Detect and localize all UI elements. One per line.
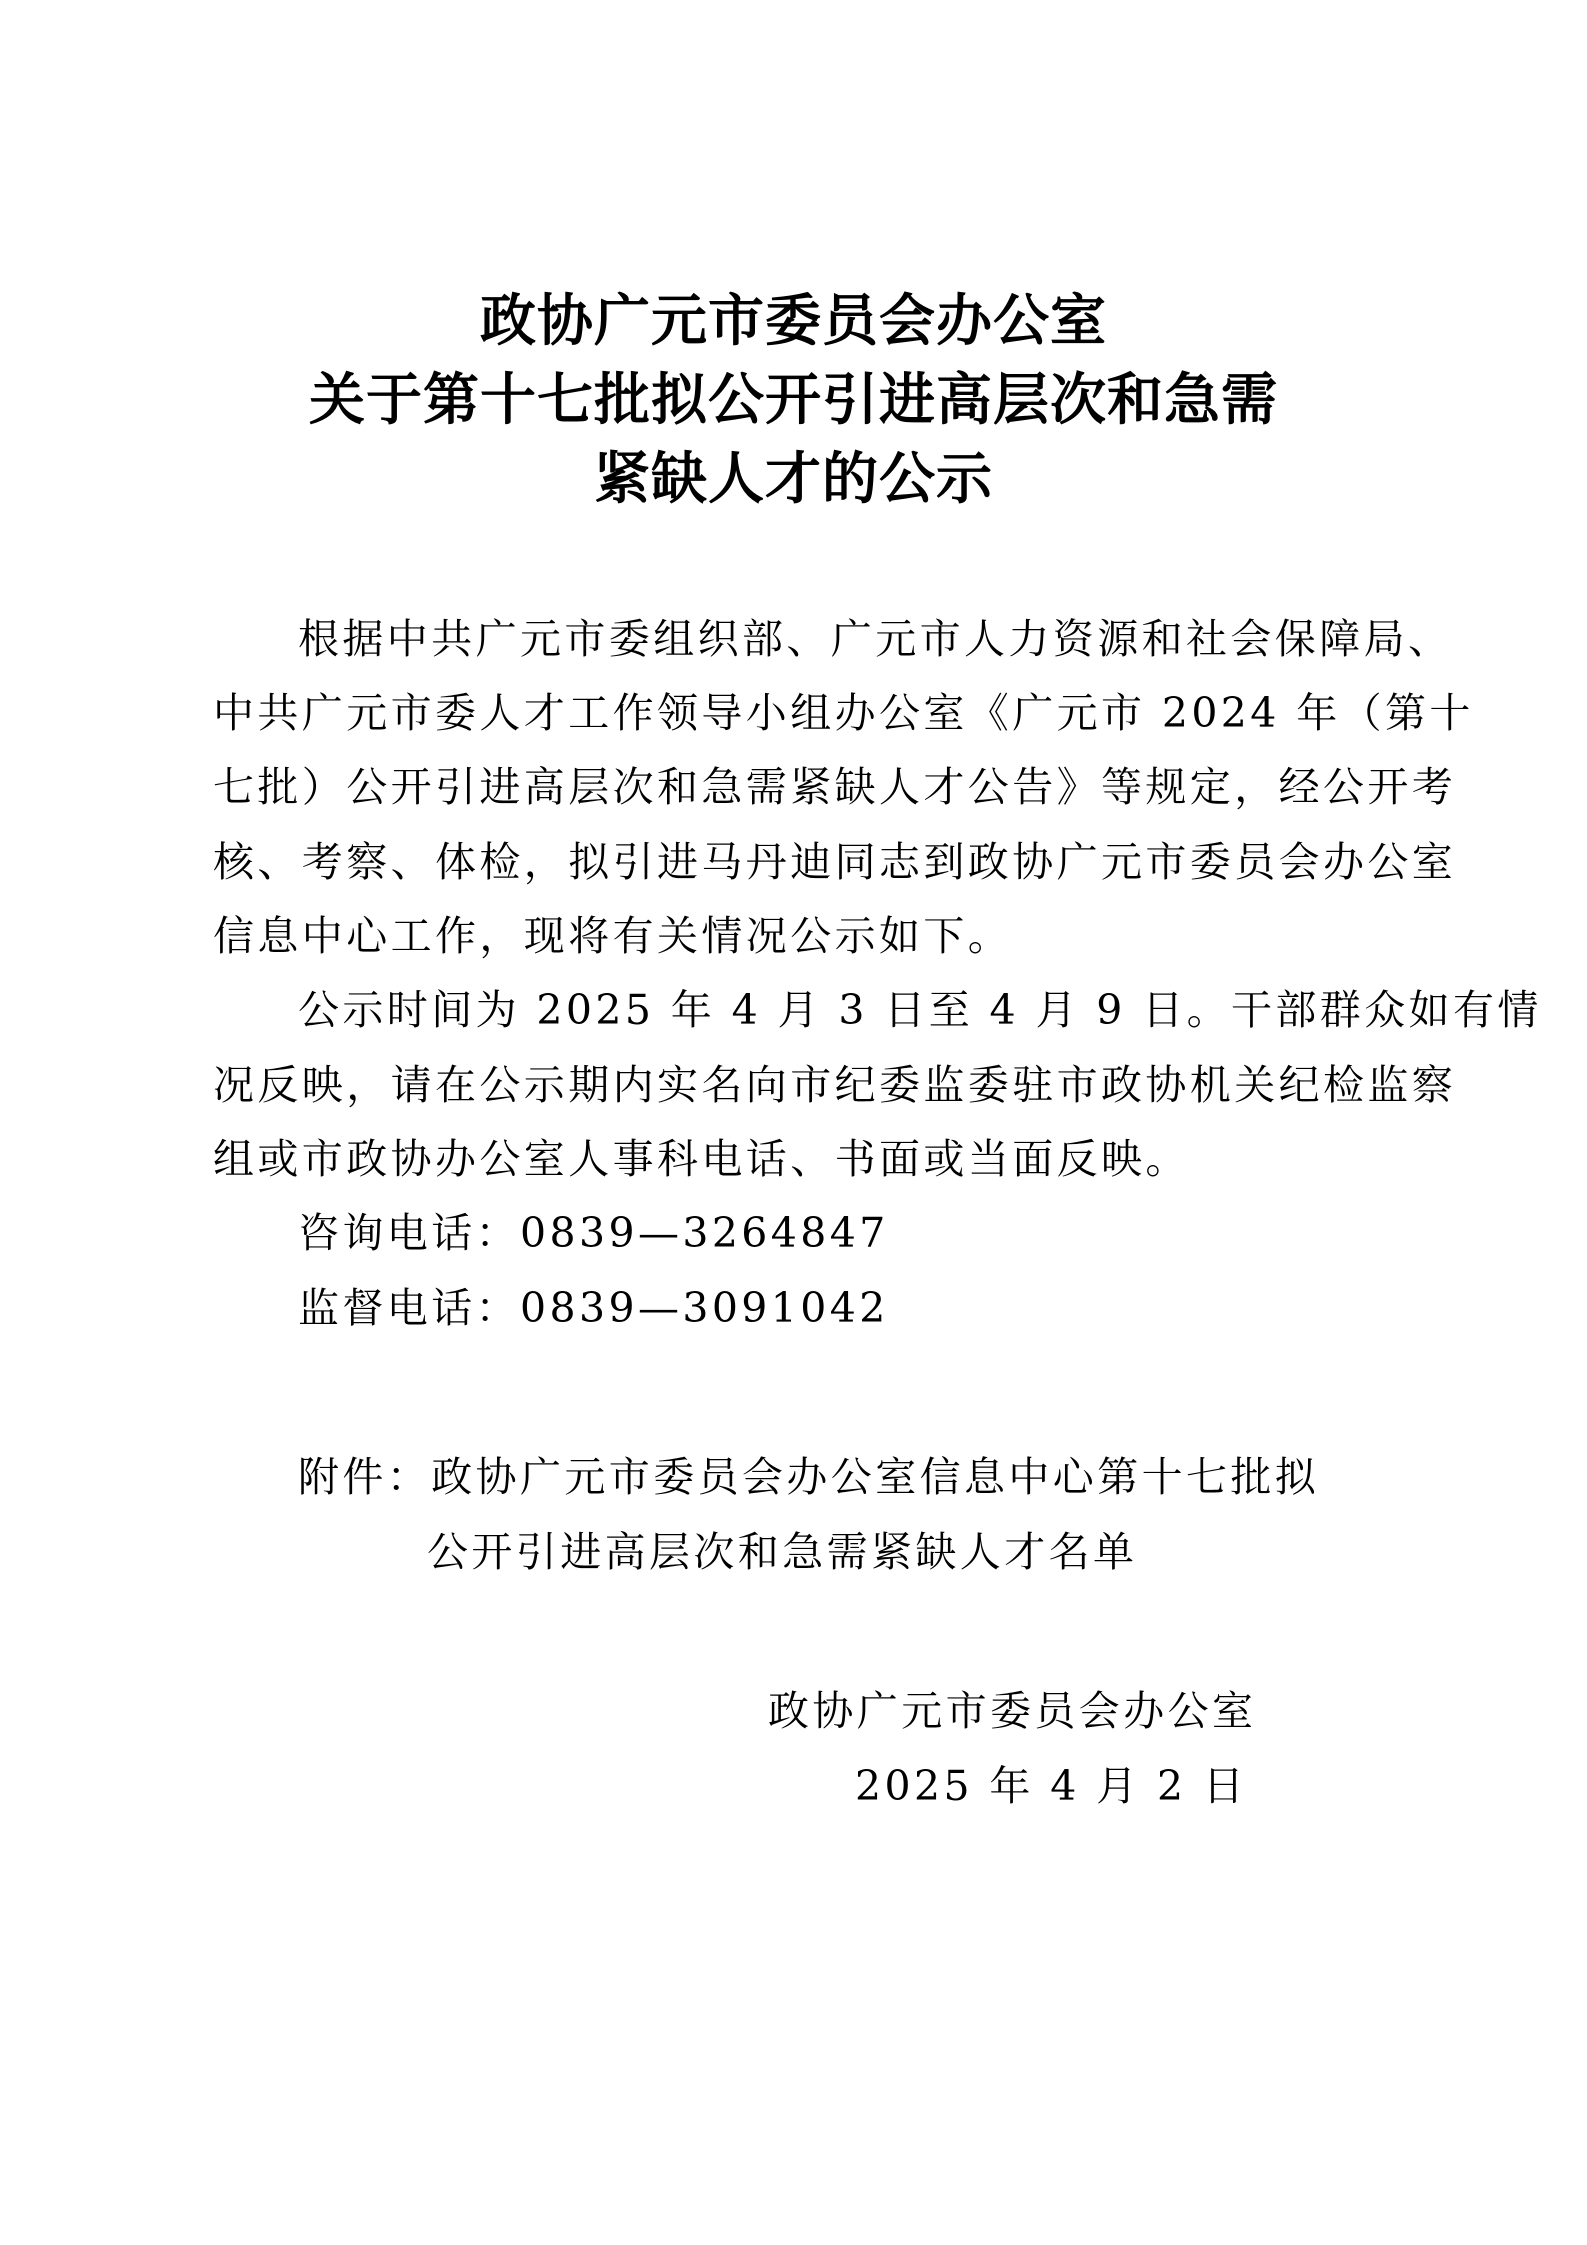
paragraph-1-line-3: 七批）公开引进高层次和急需紧缺人才公告》等规定，经公开考 <box>213 763 1457 811</box>
document-title-line-3: 紧缺人才的公示 <box>594 447 993 512</box>
consult-phone: 咨询电话：0839—3264847 <box>298 1209 889 1257</box>
paragraph-1-line-4: 核、考察、体检，拟引进马丹迪同志到政协广元市委员会办公室 <box>213 838 1457 886</box>
signature-organization: 政协广元市委员会办公室 <box>768 1687 1257 1735</box>
paragraph-2-line-2: 况反映，请在公示期内实名向市纪委监委驻市政协机关纪检监察 <box>213 1061 1457 1109</box>
paragraph-2-line-3: 组或市政协办公室人事科电话、书面或当面反映。 <box>213 1135 1190 1183</box>
supervise-phone: 监督电话：0839—3091042 <box>298 1284 889 1332</box>
paragraph-2-line-1: 公示时间为 2025 年 4 月 3 日至 4 月 9 日。干部群众如有情 <box>298 986 1542 1034</box>
attachment-line-2: 公开引进高层次和急需紧缺人才名单 <box>427 1528 1138 1576</box>
paragraph-1-line-5: 信息中心工作，现将有关情况公示如下。 <box>213 912 1013 960</box>
signature-date: 2025 年 4 月 2 日 <box>855 1762 1248 1810</box>
paragraph-1-line-2: 中共广元市委人才工作领导小组办公室《广元市 2024 年（第十 <box>213 689 1474 737</box>
paragraph-1-line-1: 根据中共广元市委组织部、广元市人力资源和社会保障局、 <box>298 615 1453 663</box>
document-title-line-1: 政协广元市委员会办公室 <box>480 289 1107 354</box>
document-title-line-2: 关于第十七批拟公开引进高层次和急需 <box>309 368 1278 433</box>
attachment-line-1: 附件：政协广元市委员会办公室信息中心第十七批拟 <box>298 1453 1320 1501</box>
